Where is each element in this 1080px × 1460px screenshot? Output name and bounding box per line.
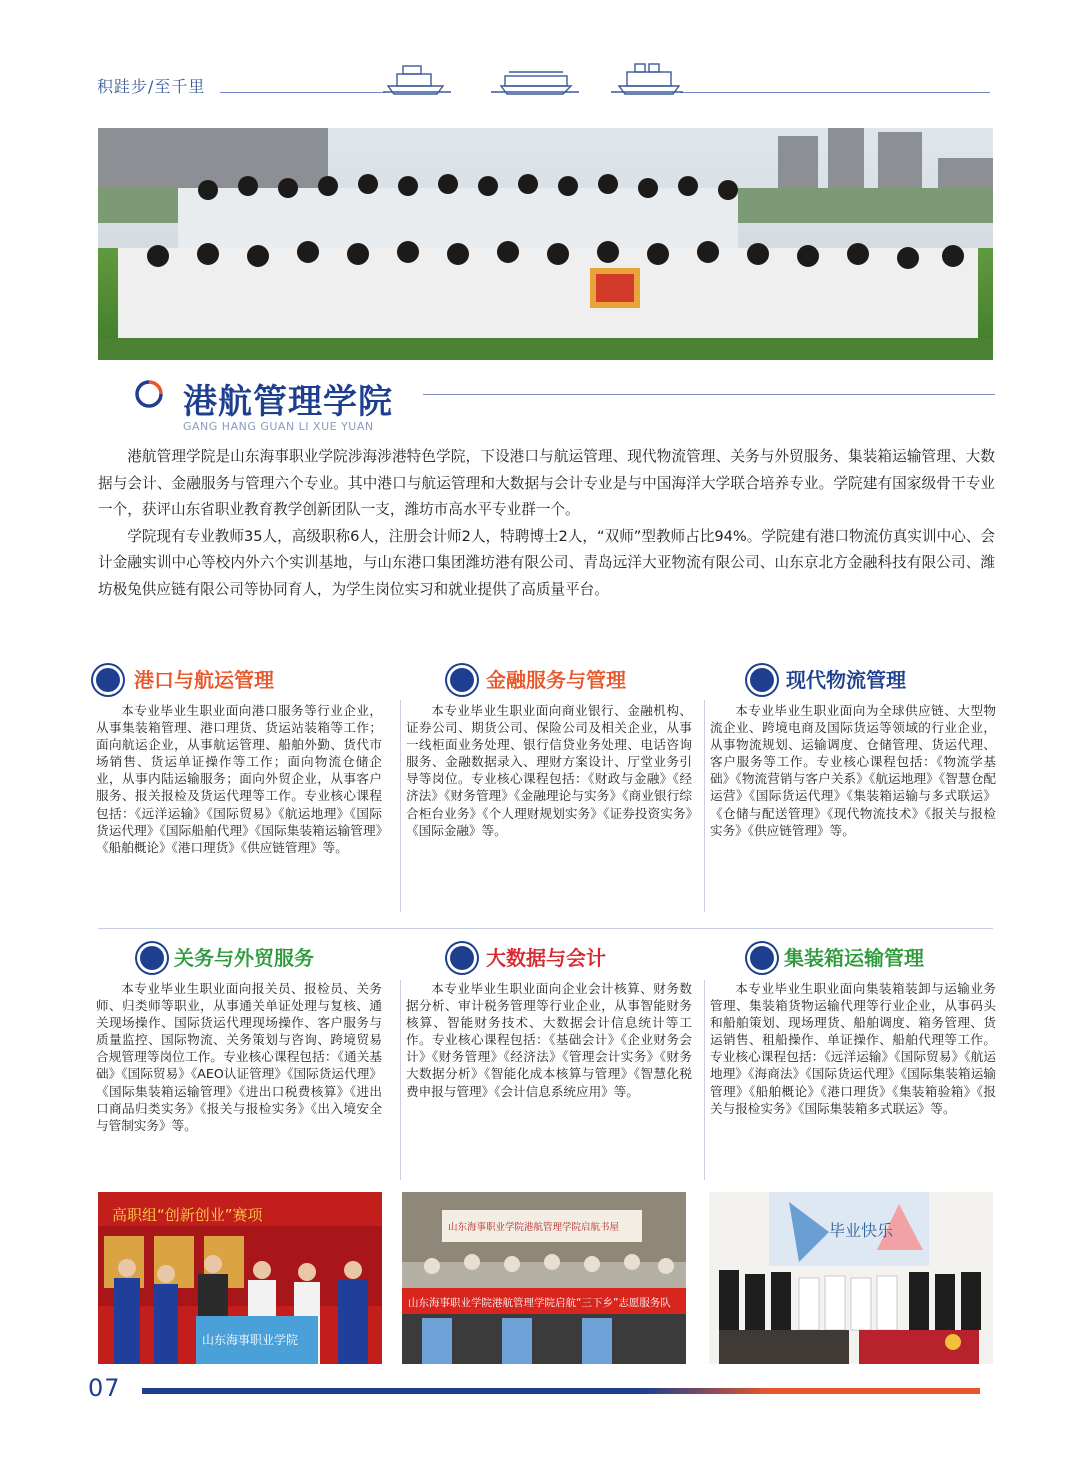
- header-title: 积跬步/至千里: [97, 77, 206, 96]
- bullet-icon: [140, 946, 164, 970]
- major-header: [406, 942, 692, 976]
- major-logistics: [710, 664, 996, 839]
- photo-banner: 山东海事职业学院: [202, 1333, 299, 1347]
- footer-bar: [142, 1388, 980, 1394]
- bullet-icon: [96, 668, 120, 692]
- column-divider: [704, 980, 705, 1180]
- major-header: [710, 942, 996, 976]
- major-header: [96, 942, 382, 976]
- photo-caption: 山东海事职业学院港航管理学院启航书屋: [448, 1222, 620, 1233]
- major-description: 本专业毕业生职业面向为全球供应链、大型物流企业、跨境电商及国际货运等领域的行业企业，从事物流规划、运输调度、仓储管理、货运代理、客户服务等工作。专业核心课程包括：《物流学基础》《物流营销与客户关系》《航运地理》《智慧仓配运营》《国际货运代理》《集装箱运输与多式联运》《仓储与配送管理》《现代物流技术》《报关与报检实务》《供应链管理》等。: [710, 703, 996, 838]
- photo-banner: 山东海事职业学院港航管理学院启航“三下乡”志愿服务队: [408, 1297, 671, 1309]
- major-port-shipping: [96, 664, 382, 856]
- intro-text: [98, 444, 995, 603]
- major-description: 本专业毕业生职业面向报关员、报检员、关务师、归类师等职业，从事通关单证处理与复核、通关现场操作、国际货运代理现场操作、客户服务与质量监控、国际物流、关务策划与咨询、跨境贸易合规管理等岗位工作。专业核心课程包括：《通关基础》《国际贸易》《AEO认证管理》《国际货运代理》《国际集装箱运输管理》《进出口税费核算》《进出口商品归类实务》《报关与报检实务》《出入境安全与管制实务》等。: [96, 981, 382, 1133]
- major-title: 现代物流管理: [786, 668, 906, 692]
- major-customs-trade: [96, 942, 382, 1134]
- bullet-icon: [450, 946, 474, 970]
- page-header: [0, 0, 1080, 110]
- section-heading: [135, 372, 995, 442]
- photo-caption: 高职组“创新创业”赛项: [112, 1206, 263, 1224]
- bullet-icon: [750, 668, 774, 692]
- photo-volunteer-team: [402, 1192, 686, 1364]
- section-title: 港航管理学院: [183, 382, 393, 422]
- hero-group-photo: [98, 128, 993, 360]
- column-divider: [704, 700, 705, 912]
- major-container-transport: [710, 942, 996, 1117]
- bullet-icon: [450, 668, 474, 692]
- major-title: 集装箱运输管理: [784, 946, 924, 970]
- major-description: 本专业毕业生职业面向港口服务等行业企业，从事集装箱管理、港口理货、货运站装箱等工作；面向航运企业，从事航运管理、船舶外勤、货代市场销售、货运单证操作等工作；面向物流仓储企业，从事内陆运输服务；面向外贸企业，从事客户服务、报关报检及货运代理等工作。专业核心课程包括：《远洋运输》《国际贸易》《航运地理》《国际货运代理》《国际船舶代理》《国际集装箱运输管理》《船舶概论》《港口理货》《供应链管理》等。: [96, 703, 382, 855]
- column-divider: [400, 980, 401, 1180]
- bullet-icon: [750, 946, 774, 970]
- ring-icon: [135, 380, 163, 408]
- page-number: 07: [88, 1374, 121, 1402]
- header-rule-left: [220, 92, 385, 93]
- intro-paragraph: 学院现有专业教师35人，高级职称6人，注册会计师2人，特聘博士2人，“双师”型教师占比94%。学院建有港口物流仿真实训中心、会计金融实训中心等校内外六个实训基地，与山东港口集团潍坊港有限公司、青岛远洋大亚物流有限公司、山东京北方金融科技有限公司、潍坊极兔供应链有限公司等协同育人，为学生岗位实习和就业提供了高质量平台。: [98, 527, 995, 598]
- header-rule-right: [680, 92, 990, 93]
- ships-icon: [383, 58, 683, 96]
- major-title: 大数据与会计: [486, 946, 606, 970]
- section-rule: [423, 394, 995, 395]
- photo-caption: 毕业快乐: [829, 1221, 894, 1240]
- section-subtitle: GANG HANG GUAN LI XUE YUAN: [183, 420, 374, 433]
- major-finance: [406, 664, 692, 839]
- major-header: [406, 664, 692, 698]
- major-description: 本专业毕业生职业面向商业银行、金融机构、证券公司、期货公司、保险公司及相关企业，从事一线柜面业务处理、银行信贷业务处理、电话咨询服务、金融数据录入、理财方案设计、厅堂业务引导等岗位。专业核心课程包括：《财政与金融》《经济法》《财务管理》《金融理论与实务》《商业银行综合柜台业务》《个人理财规划实务》《证券投资实务》《国际金融》等。: [406, 703, 692, 838]
- major-title: 金融服务与管理: [486, 668, 626, 692]
- column-divider: [400, 700, 401, 912]
- photo-competition: [98, 1192, 382, 1364]
- row-divider: [98, 928, 993, 929]
- major-title: 关务与外贸服务: [174, 946, 314, 970]
- major-title: 港口与航运管理: [134, 668, 274, 692]
- major-big-data-accounting: [406, 942, 692, 1100]
- major-description: 本专业毕业生职业面向企业会计核算、财务数据分析、审计税务管理等行业企业，从事智能财务核算、智能财务技术、大数据会计信息统计等工作。专业核心课程包括：《基础会计》《企业财务会计》《财务管理》《经济法》《管理会计实务》《财务大数据分析》《智能化成本核算与管理》《智慧化税费申报与管理》《会计信息系统应用》等。: [406, 981, 692, 1099]
- major-description: 本专业毕业生职业面向集装箱装卸与运输业务管理、集装箱货物运输代理等行业企业，从事码头和船舶策划、现场理货、船舶调度、箱务管理、货运销售、租船操作、单证操作、船舶代理等工作。专业核心课程包括：《远洋运输》《国际贸易》《航运地理》《海商法》《国际货运代理》《国际集装箱运输管理》《船舶概论》《港口理货》《集装箱验箱》《报关与报检实务》《国际集装箱多式联运》等。: [710, 981, 996, 1116]
- major-header: [710, 664, 996, 698]
- intro-paragraph: 港航管理学院是山东海事职业学院涉海涉港特色学院，下设港口与航运管理、现代物流管理、关务与外贸服务、集装箱运输管理、大数据与会计、金融服务与管理六个专业。其中港口与航运管理和大数据与会计专业是与中国海洋大学联合培养专业。学院建有国家级骨干专业一个，获评山东省职业教育教学创新团队一支，潍坊市高水平专业群一个。: [98, 448, 995, 518]
- photo-graduation: [709, 1192, 993, 1364]
- major-header: [96, 664, 382, 698]
